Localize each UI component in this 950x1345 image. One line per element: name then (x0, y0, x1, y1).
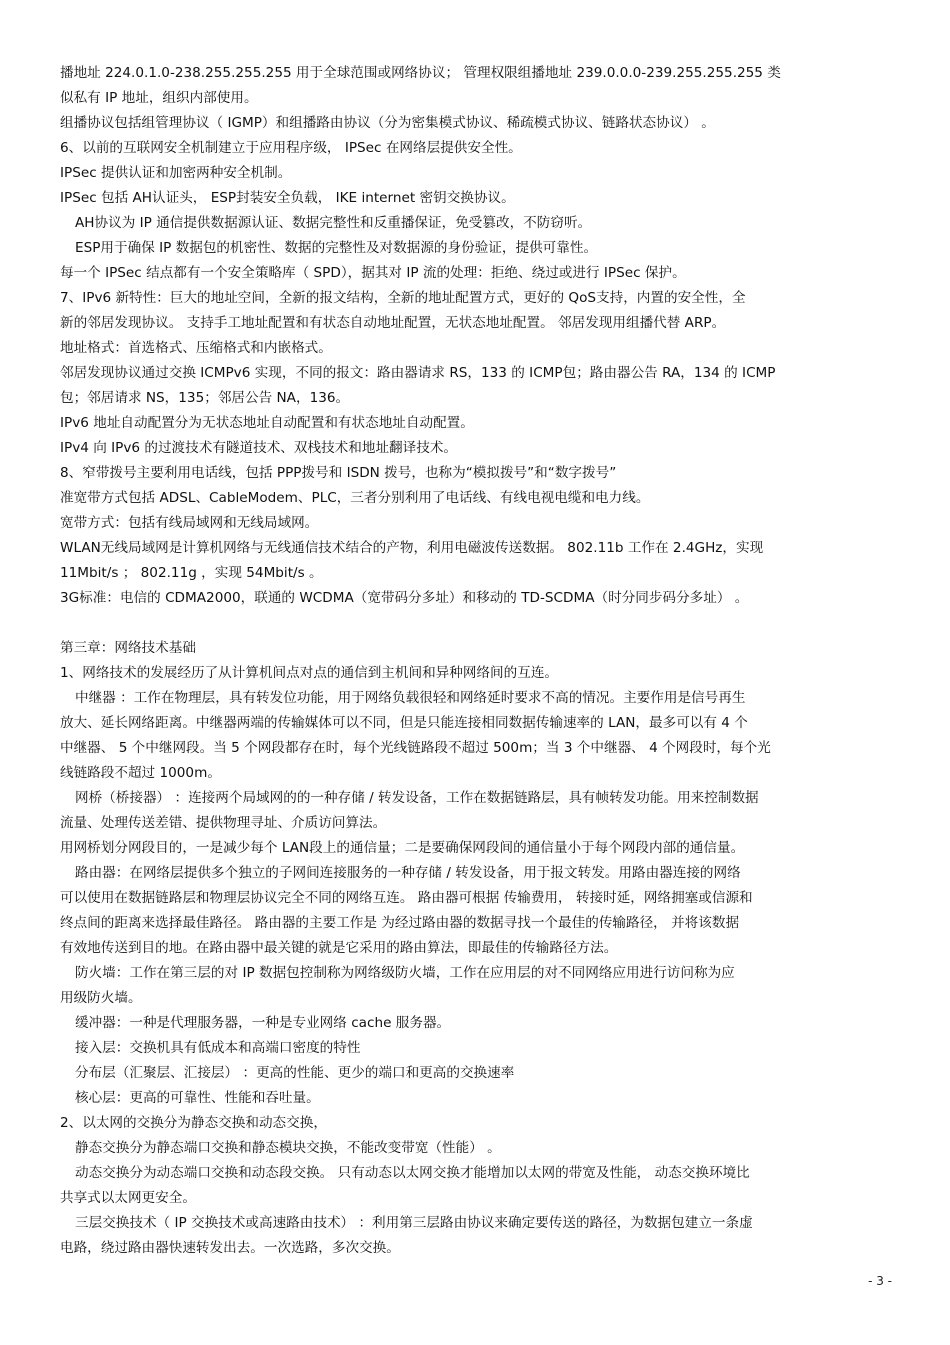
text-line: 终点间的距离来选择最佳路径。 路由器的主要工作是 为经过路由器的数据寻找一个最佳的传输路径， 并将该数据 (60, 915, 740, 931)
text-line: 11Mbit/s ； 802.11g ，实现 54Mbit/s 。 (60, 565, 323, 581)
text-line: 静态交换分为静态端口交换和静态模块交换，不能改变带宽（性能） 。 (75, 1140, 501, 1156)
text-line: 组播协议包括组管理协议（ IGMP）和组播路由协议（分为密集模式协议、稀疏模式协议、链路状态协议） 。 (60, 115, 715, 131)
text-line: 流量、处理传送差错、提供物理寻址、介质访问算法。 (60, 815, 387, 831)
text-line: 有效地传送到目的地。在路由器中最关键的就是它采用的路由算法，即最佳的传输路径方法。 (60, 940, 618, 956)
text-line: 中继器、 5 个中继网段。当 5 个网段都存在时，每个光线链路段不超过 500m；当 3 个中继器、 4 个网段时，每个光 (60, 740, 771, 756)
text-line: 用级防火墙。 (60, 990, 142, 1006)
text-line: 用网桥划分网段目的，一是减少每个 LAN段上的通信量；二是要确保网段间的通信量小于每个网段内部的通信量。 (60, 840, 745, 856)
section-heading: 第三章：网络技术基础 (60, 640, 196, 656)
page-number: - 3 - (868, 1274, 892, 1288)
text-line: 8、窄带拨号主要利用电话线，包括 PPP拨号和 ISDN 拨号，也称为“模拟拨号”和“数字拨号” (60, 465, 617, 481)
text-line: 每一个 IPSec 结点都有一个安全策略库（ SPD），据其对 IP 流的处理：拒绝、绕过或进行 IPSec 保护。 (60, 265, 686, 281)
text-line: WLAN无线局域网是计算机网络与无线通信技术结合的产物，利用电磁波传送数据。 802.11b 工作在 2.4GHz，实现 (60, 540, 764, 556)
text-line: 核心层：更高的可靠性、性能和吞吐量。 (75, 1090, 320, 1106)
text-line: 3G标准：电信的 CDMA2000，联通的 WCDMA（宽带码分多址）和移动的 TD-SCDMA（时分同步码分多址） 。 (60, 590, 749, 606)
text-line: IPv6 地址自动配置分为无状态地址自动配置和有状态地址自动配置。 (60, 415, 474, 431)
text-line: 防火墙：工作在第三层的对 IP 数据包控制称为网络级防火墙，工作在应用层的对不同网络应用进行访问称为应 (75, 965, 735, 981)
text-line: 缓冲器：一种是代理服务器，一种是专业网络 cache 服务器。 (75, 1015, 451, 1031)
text-line: AH协议为 IP 通信提供数据源认证、数据完整性和反重播保证，免受篡改，不防窃听。 (75, 215, 592, 231)
text-line: 接入层：交换机具有低成本和高端口密度的特性 (75, 1040, 361, 1056)
text-line: 分布层（汇聚层、汇接层） ：更高的性能、更少的端口和更高的交换速率 (75, 1065, 515, 1081)
text-line: 6、以前的互联网安全机制建立于应用程序级， IPSec 在网络层提供安全性。 (60, 140, 522, 156)
text-line: 7、IPv6 新特性：巨大的地址空间，全新的报文结构，全新的地址配置方式，更好的 QoS支持，内置的安全性，全 (60, 290, 746, 306)
text-line: 准宽带方式包括 ADSL、CableModem、PLC，三者分别利用了电话线、有线电视电缆和电力线。 (60, 490, 650, 506)
text-line: 1、网络技术的发展经历了从计算机间点对点的通信到主机间和异种网络间的互连。 (60, 665, 559, 681)
text-line: 新的邻居发现协议。 支持手工地址配置和有状态自动地址配置，无状态地址配置。 邻居发现用组播代替 ARP。 (60, 315, 726, 331)
text-line: 网桥（桥接器） ：连接两个局域网的的一种存储 / 转发设备，工作在数据链路层，具有帧转发功能。用来控制数据 (75, 790, 759, 806)
text-line: 电路，绕过路由器快速转发出去。一次选路，多次交换。 (60, 1240, 400, 1256)
text-line: IPSec 提供认证和加密两种安全机制。 (60, 165, 292, 181)
text-line: 动态交换分为动态端口交换和动态段交换。 只有动态以太网交换才能增加以太网的带宽及性能， 动态交换环境比 (75, 1165, 750, 1181)
text-line: 包；邻居请求 NS，135；邻居公告 NA，136。 (60, 390, 350, 406)
text-line: ESP用于确保 IP 数据包的机密性、数据的完整性及对数据源的身份验证，提供可靠性。 (75, 240, 598, 256)
text-line: 宽带方式：包括有线局域网和无线局域网。 (60, 515, 319, 531)
text-line: 2、以太网的交换分为静态交换和动态交换， (60, 1115, 327, 1131)
text-line: 可以使用在数据链路层和物理层协议完全不同的网络互连。 路由器可根据 传输费用， 转接时延，网络拥塞或信源和 (60, 890, 753, 906)
text-line: 似私有 IP 地址，组织内部使用。 (60, 90, 258, 106)
text-line: 线链路段不超过 1000m。 (60, 765, 221, 781)
text-line: 三层交换技术（ IP 交换技术或高速路由技术） ：利用第三层路由协议来确定要传送的路径，为数据包建立一条虚 (75, 1215, 753, 1231)
text-line: 邻居发现协议通过交换 ICMPv6 实现，不同的报文：路由器请求 RS，133 的 ICMP包；路由器公告 RA，134 的 ICMP (60, 365, 776, 381)
text-line: IPSec 包括 AH认证头， ESP封装安全负载， IKE internet 密钥交换协议。 (60, 190, 515, 206)
text-line: 地址格式：首选格式、压缩格式和内嵌格式。 (60, 340, 332, 356)
text-line: 中继器 ：工作在物理层，具有转发位功能，用于网络负载很轻和网络延时要求不高的情况。主要作用是信号再生 (75, 690, 746, 706)
text-line: IPv4 向 IPv6 的过渡技术有隧道技术、双栈技术和地址翻译技术。 (60, 440, 458, 456)
text-line: 放大、延长网络距离。中继器两端的传输媒体可以不同，但是只能连接相同数据传输速率的 LAN，最多可以有 4 个 (60, 715, 748, 731)
text-line: 共享式以太网更安全。 (60, 1190, 196, 1206)
text-line: 播地址 224.0.1.0-238.255.255.255 用于全球范围或网络协议； 管理权限组播地址 239.0.0.0-239.255.255.255 类 (60, 65, 781, 81)
text-line: 路由器：在网络层提供多个独立的子网间连接服务的一种存储 / 转发设备，用于报文转发。用路由器连接的网络 (75, 865, 741, 881)
